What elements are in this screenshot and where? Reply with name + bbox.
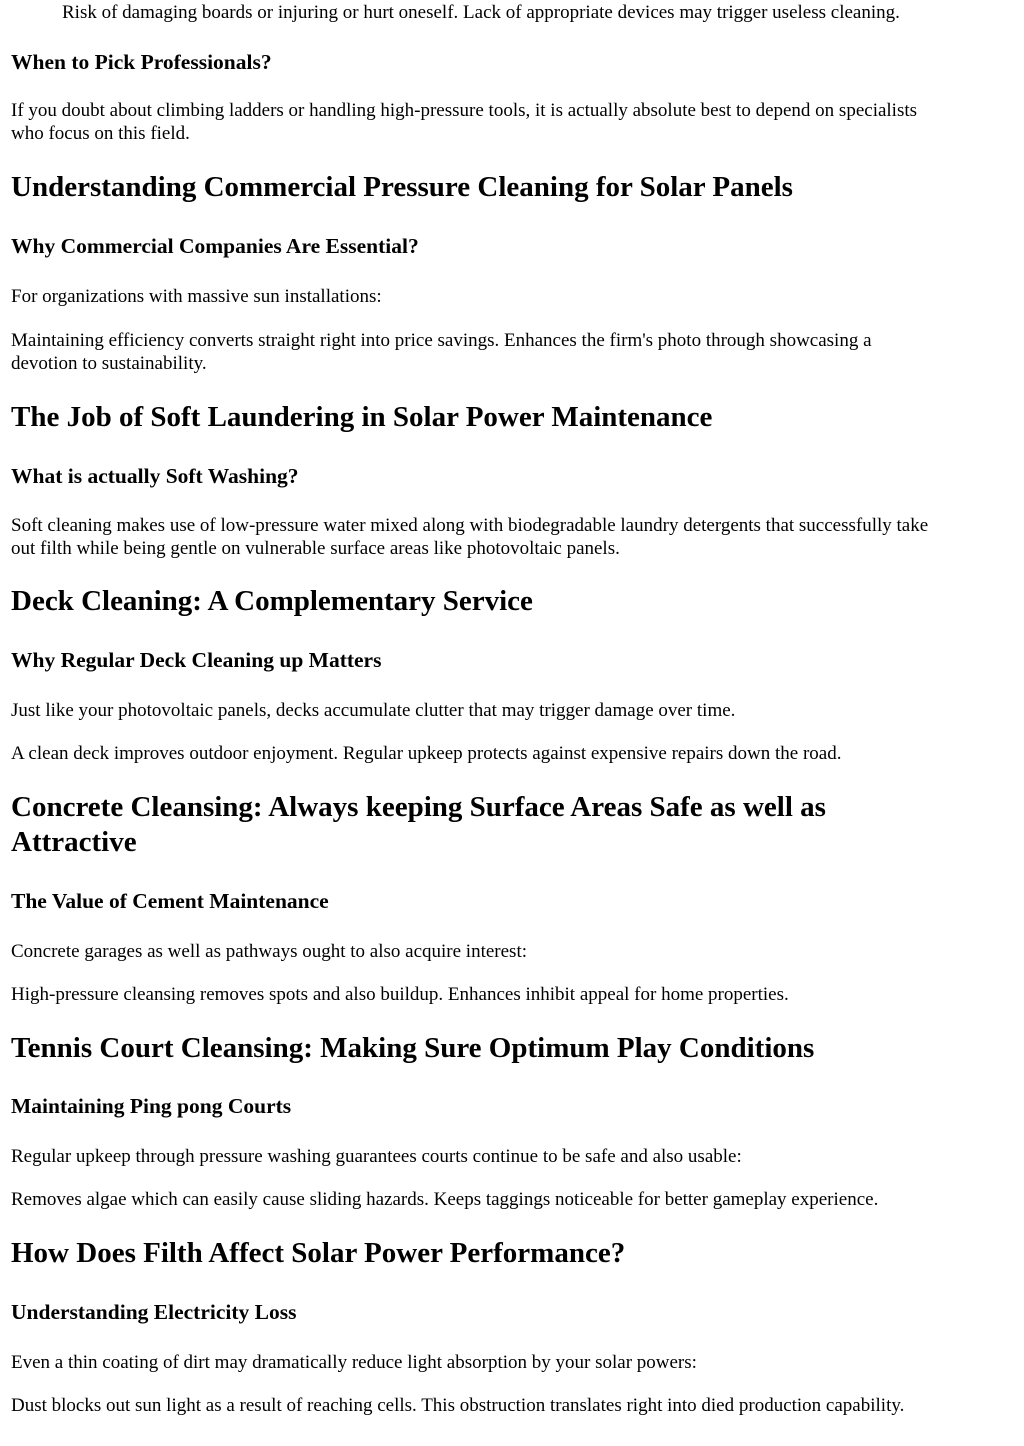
paragraph-professionals-line-2: who focus on this field.: [11, 123, 190, 144]
paragraph-soft-cleaning-line-1: Soft cleaning makes use of low-pressure water mixed along with biodegradable laundry detergents that successfully take: [11, 515, 929, 536]
paragraph-organizations: For organizations with massive sun installations:: [11, 286, 382, 307]
paragraph-high-pressure-cleansing: High-pressure cleansing removes spots and also buildup. Enhances inhibit appeal for home properties.: [11, 984, 789, 1005]
heading-why-deck-cleaning: Why Regular Deck Cleaning up Matters: [11, 648, 382, 672]
paragraph-decks-accumulate: Just like your photovoltaic panels, decks accumulate clutter that may trigger damage over time.: [11, 700, 736, 721]
paragraph-regular-upkeep: Regular upkeep through pressure washing guarantees courts continue to be safe and also usable:: [11, 1146, 742, 1167]
heading-electricity-loss: Understanding Electricity Loss: [11, 1300, 297, 1324]
heading-why-commercial-companies: Why Commercial Companies Are Essential?: [11, 234, 419, 258]
heading-concrete-cleansing-line-2: Attractive: [11, 826, 137, 858]
heading-soft-laundering: The Job of Soft Laundering in Solar Power Maintenance: [11, 401, 713, 433]
paragraph-thin-coating: Even a thin coating of dirt may dramatically reduce light absorption by your solar powers:: [11, 1352, 697, 1373]
heading-when-to-pick-professionals: When to Pick Professionals?: [11, 50, 272, 74]
heading-tennis-court-cleansing: Tennis Court Cleansing: Making Sure Optimum Play Conditions: [11, 1032, 815, 1064]
heading-filth-solar-performance: How Does Filth Affect Solar Power Performance?: [11, 1237, 626, 1269]
heading-cement-maintenance: The Value of Cement Maintenance: [11, 889, 329, 913]
paragraph-dust-blocks: Dust blocks out sun light as a result of reaching cells. This obstruction translates right into died production capability.: [11, 1395, 905, 1416]
paragraph-professionals-line-1: If you doubt about climbing ladders or handling high-pressure tools, it is actually absolute best to depend on specialists: [11, 100, 918, 121]
paragraph-efficiency-line-2: devotion to sustainability.: [11, 353, 207, 374]
heading-ping-pong-courts: Maintaining Ping pong Courts: [11, 1094, 292, 1118]
paragraph-efficiency-line-1: Maintaining efficiency converts straight right into price savings. Enhances the firm's photo through showcasing a: [11, 330, 872, 351]
paragraph-removes-algae: Removes algae which can easily cause sliding hazards. Keeps taggings noticeable for better gameplay experience.: [11, 1189, 879, 1210]
paragraph-risk: Risk of damaging boards or injuring or hurt oneself. Lack of appropriate devices may trigger useless cleaning.: [62, 2, 900, 23]
paragraph-concrete-garages: Concrete garages as well as pathways ought to also acquire interest:: [11, 941, 527, 962]
heading-concrete-cleansing-line-1: Concrete Cleansing: Always keeping Surface Areas Safe as well as: [11, 791, 826, 823]
heading-deck-cleaning: Deck Cleaning: A Complementary Service: [11, 585, 533, 617]
heading-what-is-soft-washing: What is actually Soft Washing?: [11, 464, 299, 488]
heading-commercial-pressure-cleaning: Understanding Commercial Pressure Cleaning for Solar Panels: [11, 171, 793, 203]
paragraph-clean-deck: A clean deck improves outdoor enjoyment. Regular upkeep protects against expensive repairs down the road.: [11, 743, 842, 764]
paragraph-soft-cleaning-line-2: out filth while being gentle on vulnerable surface areas like photovoltaic panels.: [11, 538, 620, 559]
